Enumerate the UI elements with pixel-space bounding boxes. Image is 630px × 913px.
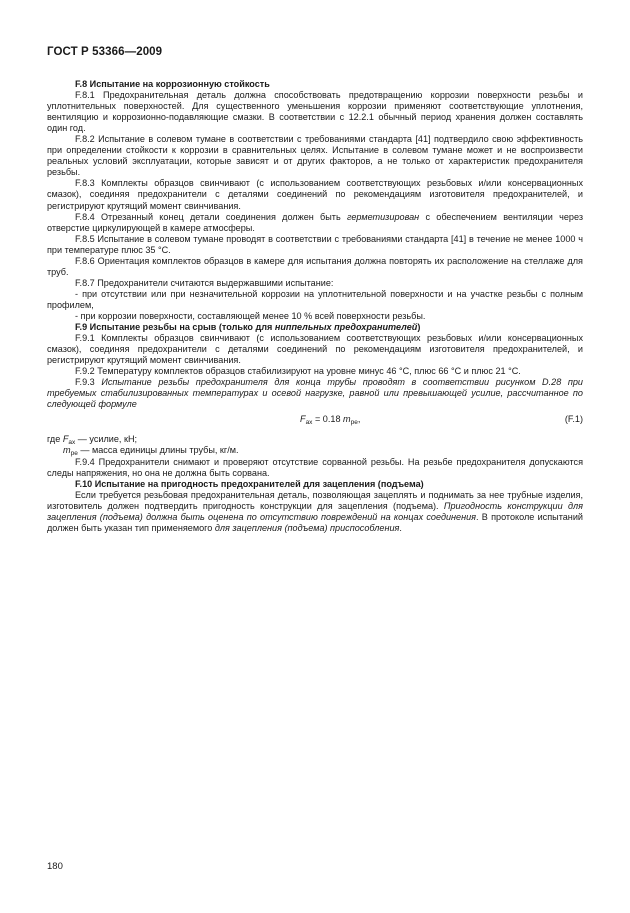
definition-f-ax	[47, 434, 583, 445]
def2-sub: pe	[70, 450, 78, 458]
paragraph-f8-1: F.8.1 Предохранительная деталь должна способствовать предотвращению коррозии поверхности резьбы и уплотнительных поверхностей. Для существенного уменьшения коррозии применяют соответствующие уплотнения, вентиляцию и коррозионно-подавляющие смазки. В соответствии с 12.2.1 обычный период хранения должен составлять один год.	[47, 90, 583, 134]
section-heading-f9	[47, 322, 583, 333]
f8-4-text-a: F.8.4 Отрезанный конец детали соединения должен быть	[75, 211, 347, 222]
f10-text-c: .	[399, 522, 402, 533]
section-heading-f8: F.8 Испытание на коррозионную стойкость	[75, 79, 270, 89]
def2-text: — масса единицы длины трубы, кг/м.	[77, 445, 239, 456]
document-body	[47, 79, 583, 534]
def1-var: F	[62, 434, 69, 445]
standard-header: ГОСТ Р 53366—2009	[47, 46, 163, 58]
paragraph-f8-2: F.8.2 Испытание в солевом тумане в соответствии с требованиями стандарта [41] подтвердило свою эффективность при определении стойкости к коррозии в сравнительных целях. Испытание в солевом тумане может и не воспроизвести реальных условий эксплуатации, которые зависят и от других факторов, а не только от характеристик предохранителя резьбы.	[47, 134, 583, 178]
paragraph-f8-5: F.8.5 Испытание в солевом тумане проводят в соответствии с требованиями стандарта [41] в течение не менее 1000 ч при температуре плюс 35 °С.	[47, 233, 583, 255]
f9-heading-b: )	[417, 322, 421, 333]
formula-rhs-sub: pe	[350, 419, 358, 427]
f10-italic-b: для зацепления (подъема) приспособления	[214, 522, 400, 533]
f8-4-text-b: с обеспечением вентиляции через отверстие циркулирующей в камере атмосферы.	[47, 211, 583, 233]
formula-tail: ,	[357, 414, 361, 425]
paragraph-f9-1: F.9.1 Комплекты образцов свинчивают (с использованием соответствующих резьбовых и/или консервационных смазок), соединяя предохранители с деталями соединений по рекомендациям изготовителя предохранителей, и регистрируют крутящий момент свинчивания.	[47, 333, 583, 366]
list-item-f8-7-2: - при коррозии поверхности, составляющей менее 10 % всей поверхности резьбы.	[75, 310, 426, 321]
f10-text-b: . В протоколе испытаний должен быть указан тип применяемого	[47, 511, 583, 533]
def1-sub: ax	[68, 439, 76, 447]
formula-f1	[47, 410, 583, 434]
def2-var: m	[63, 445, 71, 456]
where-word: где	[47, 434, 61, 445]
formula-lhs: F	[300, 414, 306, 425]
f10-italic-a: Пригодность конструкции для зацепления (подъема) должна быть оценена по отсутствию повреждений на концах соединения	[47, 500, 583, 522]
paragraph-f8-3: F.8.3 Комплекты образцов свинчивают (с использованием соответствующих резьбовых и/или консервационных смазок), соединяя предохранители с деталями соединений по рекомендациям изготовителя предохранителей, и регистрируют крутящий момент свинчивания.	[47, 178, 583, 211]
page-number: 180	[47, 861, 63, 872]
paragraph-f8-4	[47, 212, 583, 234]
formula-lhs-sub: ax	[305, 419, 313, 427]
paragraph-f9-4: F.9.4 Предохранители снимают и проверяют отсутствие сорванной резьбы. На резьбе предохранителя допускаются следы напряжения, но она не должна быть сорвана.	[47, 456, 583, 478]
formula-mid: = 0.18	[312, 414, 344, 425]
section-heading-f10: F.10 Испытание на пригодность предохранителей для зацепления (подъема)	[75, 478, 424, 489]
formula-expression	[300, 414, 360, 425]
def1-text: — усилие, кН;	[75, 434, 138, 445]
paragraph-f9-2: F.9.2 Температуру комплектов образцов стабилизируют на уровне минус 46 °С, плюс 66 °С и плюс 21 °С.	[75, 366, 521, 377]
paragraph-f10-1	[47, 490, 583, 534]
f9-heading-a: F.9 Испытание резьбы на срыв (только для	[75, 322, 275, 333]
f9-heading-italic: ниппельных предохранителей	[274, 322, 418, 333]
f9-3-text-a: F.9.3	[75, 377, 102, 388]
f10-text-a: Если требуется резьбовая предохранительная деталь, позволяющая зацеплять и поднимать за нее трубные изделия, изготовитель должен подтвердить пригодность конструкции для зацепления (подъема).	[47, 489, 583, 511]
formula-rhs: m	[343, 414, 351, 425]
definition-m-pe	[47, 445, 583, 456]
f9-3-italic: Испытание резьбы предохранителя для конца трубы проводят в соответствии рисунком D.28 при требуемых стабилизированных температурах и осевой нагрузке, равной или превышающей усилие, рассчитанное по следующей формуле	[47, 377, 583, 410]
paragraph-f8-7: F.8.7 Предохранители считаются выдержавшими испытание:	[75, 277, 334, 288]
paragraph-f8-6: F.8.6 Ориентация комплектов образцов в камере для испытания должна повторять их расположение на стеллаже для труб.	[47, 255, 583, 277]
list-item-f8-7-1: - при отсутствии или при незначительной коррозии на уплотнительной поверхности и на участке резьбы с полным профилем,	[47, 288, 583, 310]
f8-4-italic: герметизирован	[346, 211, 420, 222]
paragraph-f9-3	[47, 377, 583, 410]
formula-number: (F.1)	[564, 414, 583, 425]
